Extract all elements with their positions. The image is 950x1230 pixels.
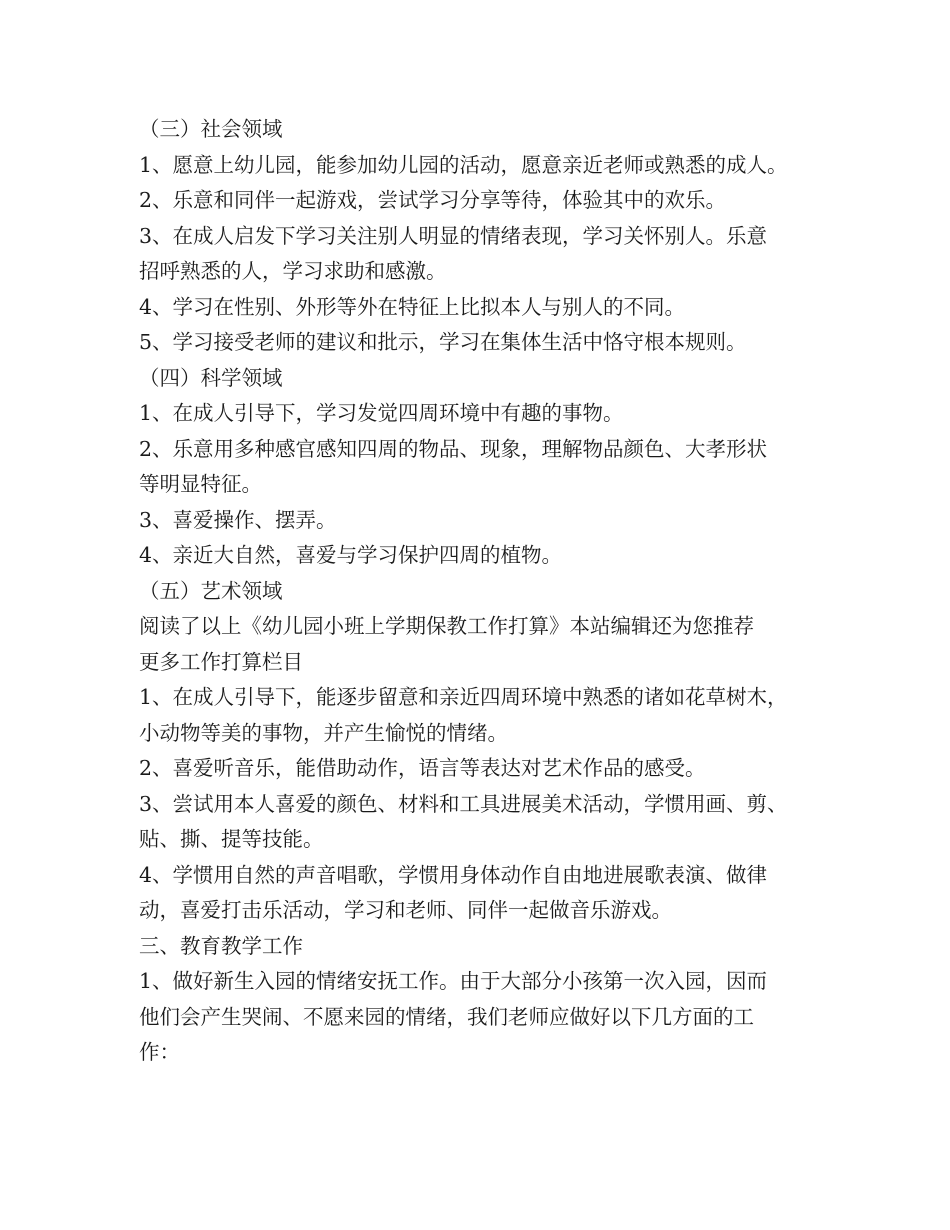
text-line: 阅读了以上《幼儿园小班上学期保教工作打算》本站编辑还为您推荐	[139, 614, 754, 638]
text-line: 等明显特征。	[139, 472, 262, 496]
text-line: 4、学惯用自然的声音唱歌，学惯用身体动作自由地进展歌表演、做律	[139, 862, 768, 887]
text-line: 1、做好新生入园的情绪安抚工作。由于大部分小孩第一次入园，因而	[139, 969, 768, 993]
section-heading-art: （五）艺术领域	[139, 578, 283, 603]
text-line: 更多工作打算栏目	[139, 649, 303, 674]
text-line: 3、在成人启发下学习关注别人明显的情绪表现，学习关怀别人。乐意	[139, 223, 768, 248]
text-line: 动，喜爱打击乐活动，学习和老师、同伴一起做音乐游戏。	[139, 898, 672, 922]
text-line: 3、尝试用本人喜爱的颜色、材料和工具进展美术活动，学惯用画、剪、	[139, 791, 788, 816]
text-line: 2、喜爱听音乐，能借助动作，语言等表达对艺术作品的感受。	[139, 756, 706, 780]
text-line: 5、学习接受老师的建议和批示，学习在集体生活中恪守根本规则。	[139, 330, 747, 354]
text-line: 4、亲近大自然，喜爱与学习保护四周的植物。	[139, 543, 563, 567]
section-heading-teaching: 三、教育教学工作	[139, 933, 303, 958]
text-line: 贴、撕、提等技能。	[139, 827, 324, 851]
text-line: 4、学习在性别、外形等外在特征上比拟本人与别人的不同。	[139, 294, 686, 319]
text-line: 作：	[139, 1040, 180, 1064]
text-line: 2、乐意和同伴一起游戏，尝试学习分享等待，体验其中的欢乐。	[139, 188, 727, 212]
text-line: 1、愿意上幼儿园，能参加幼儿园的活动，愿意亲近老师或熟悉的成人。	[139, 152, 788, 177]
text-line: 1、在成人引导下，学习发觉四周环境中有趣的事物。	[139, 401, 624, 425]
text-line: 1、在成人引导下，能逐步留意和亲近四周环境中熟悉的诸如花草树木，	[139, 685, 788, 709]
section-heading-science: （四）科学领域	[139, 365, 283, 390]
text-line: 2、乐意用多种感官感知四周的物品、现象，理解物品颜色、大孝形状	[139, 436, 768, 461]
text-line: 小动物等美的事物，并产生愉悦的情绪。	[139, 720, 508, 745]
text-line: 他们会产生哭闹、不愿来园的情绪，我们老师应做好以下几方面的工	[139, 1004, 754, 1029]
document-body	[139, 112, 839, 1071]
text-line: 招呼熟悉的人，学习求助和感激。	[139, 259, 447, 283]
section-heading-social: （三）社会领域	[139, 117, 283, 141]
text-line: 3、喜爱操作、摆弄。	[139, 507, 337, 532]
